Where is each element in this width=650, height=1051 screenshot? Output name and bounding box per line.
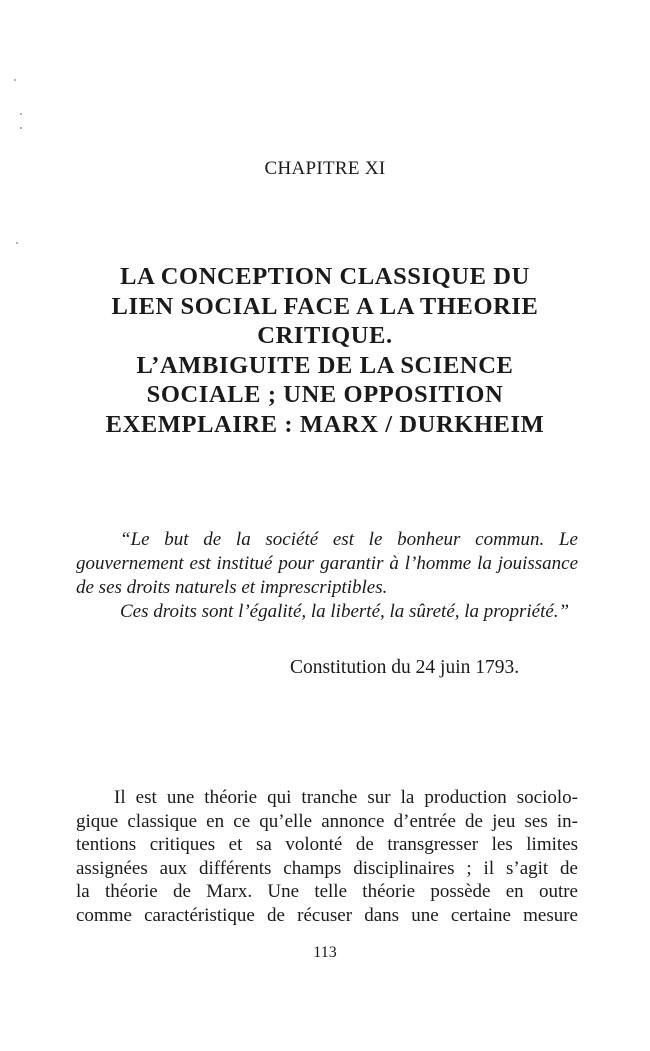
body-paragraph [76,786,578,928]
epigraph-paragraph: Ces droits sont l’égalité, la liberté, la sûreté, la propriété.” [120,601,570,622]
body-line: la théorie de Marx. Une telle théorie possède en outre [76,881,578,903]
page-number: 113 [313,944,337,961]
chapter-title-line: CRITIQUE. [257,322,393,349]
body-line: Il est une théorie qui tranche sur la production sociolo- [114,787,578,808]
chapter-title-line: LIEN SOCIAL FACE A LA THEORIE [111,292,539,320]
body-line: tentions critiques et sa volonté de transgresser les limites [76,834,578,856]
chapter-title-line: SOCIALE ; UNE OPPOSITION [146,381,504,408]
epigraph-quote [76,528,578,624]
chapter-label: CHAPITRE XI [264,158,386,179]
scan-speck [20,113,22,115]
chapter-title-line: L’AMBIGUITE DE LA SCIENCE [136,351,514,379]
epigraph-paragraph: “Le but de la société est le bonheur commun. Le gouvernement est institué pour garantir à l’homme la jouissance de ses droits naturels et imprescriptibles. [76,529,578,598]
epigraph-source: Constitution du 24 juin 1793. [290,657,520,678]
scan-speck [14,79,16,81]
body-line: comme caractéristique de récuser dans une certaine mesure [76,904,578,926]
body-line: assignées aux différents champs disciplinaires ; il s’agit de [76,857,578,879]
chapter-title-line: LA CONCEPTION CLASSIQUE DU [120,263,530,290]
scan-speck [20,127,22,129]
chapter-title [60,262,590,439]
scan-speck [16,242,18,244]
body-line: gique classique en ce qu’elle annonce d’entrée de jeu ses in- [76,810,578,832]
chapter-title-line: EXEMPLAIRE : MARX / DURKHEIM [105,410,545,438]
